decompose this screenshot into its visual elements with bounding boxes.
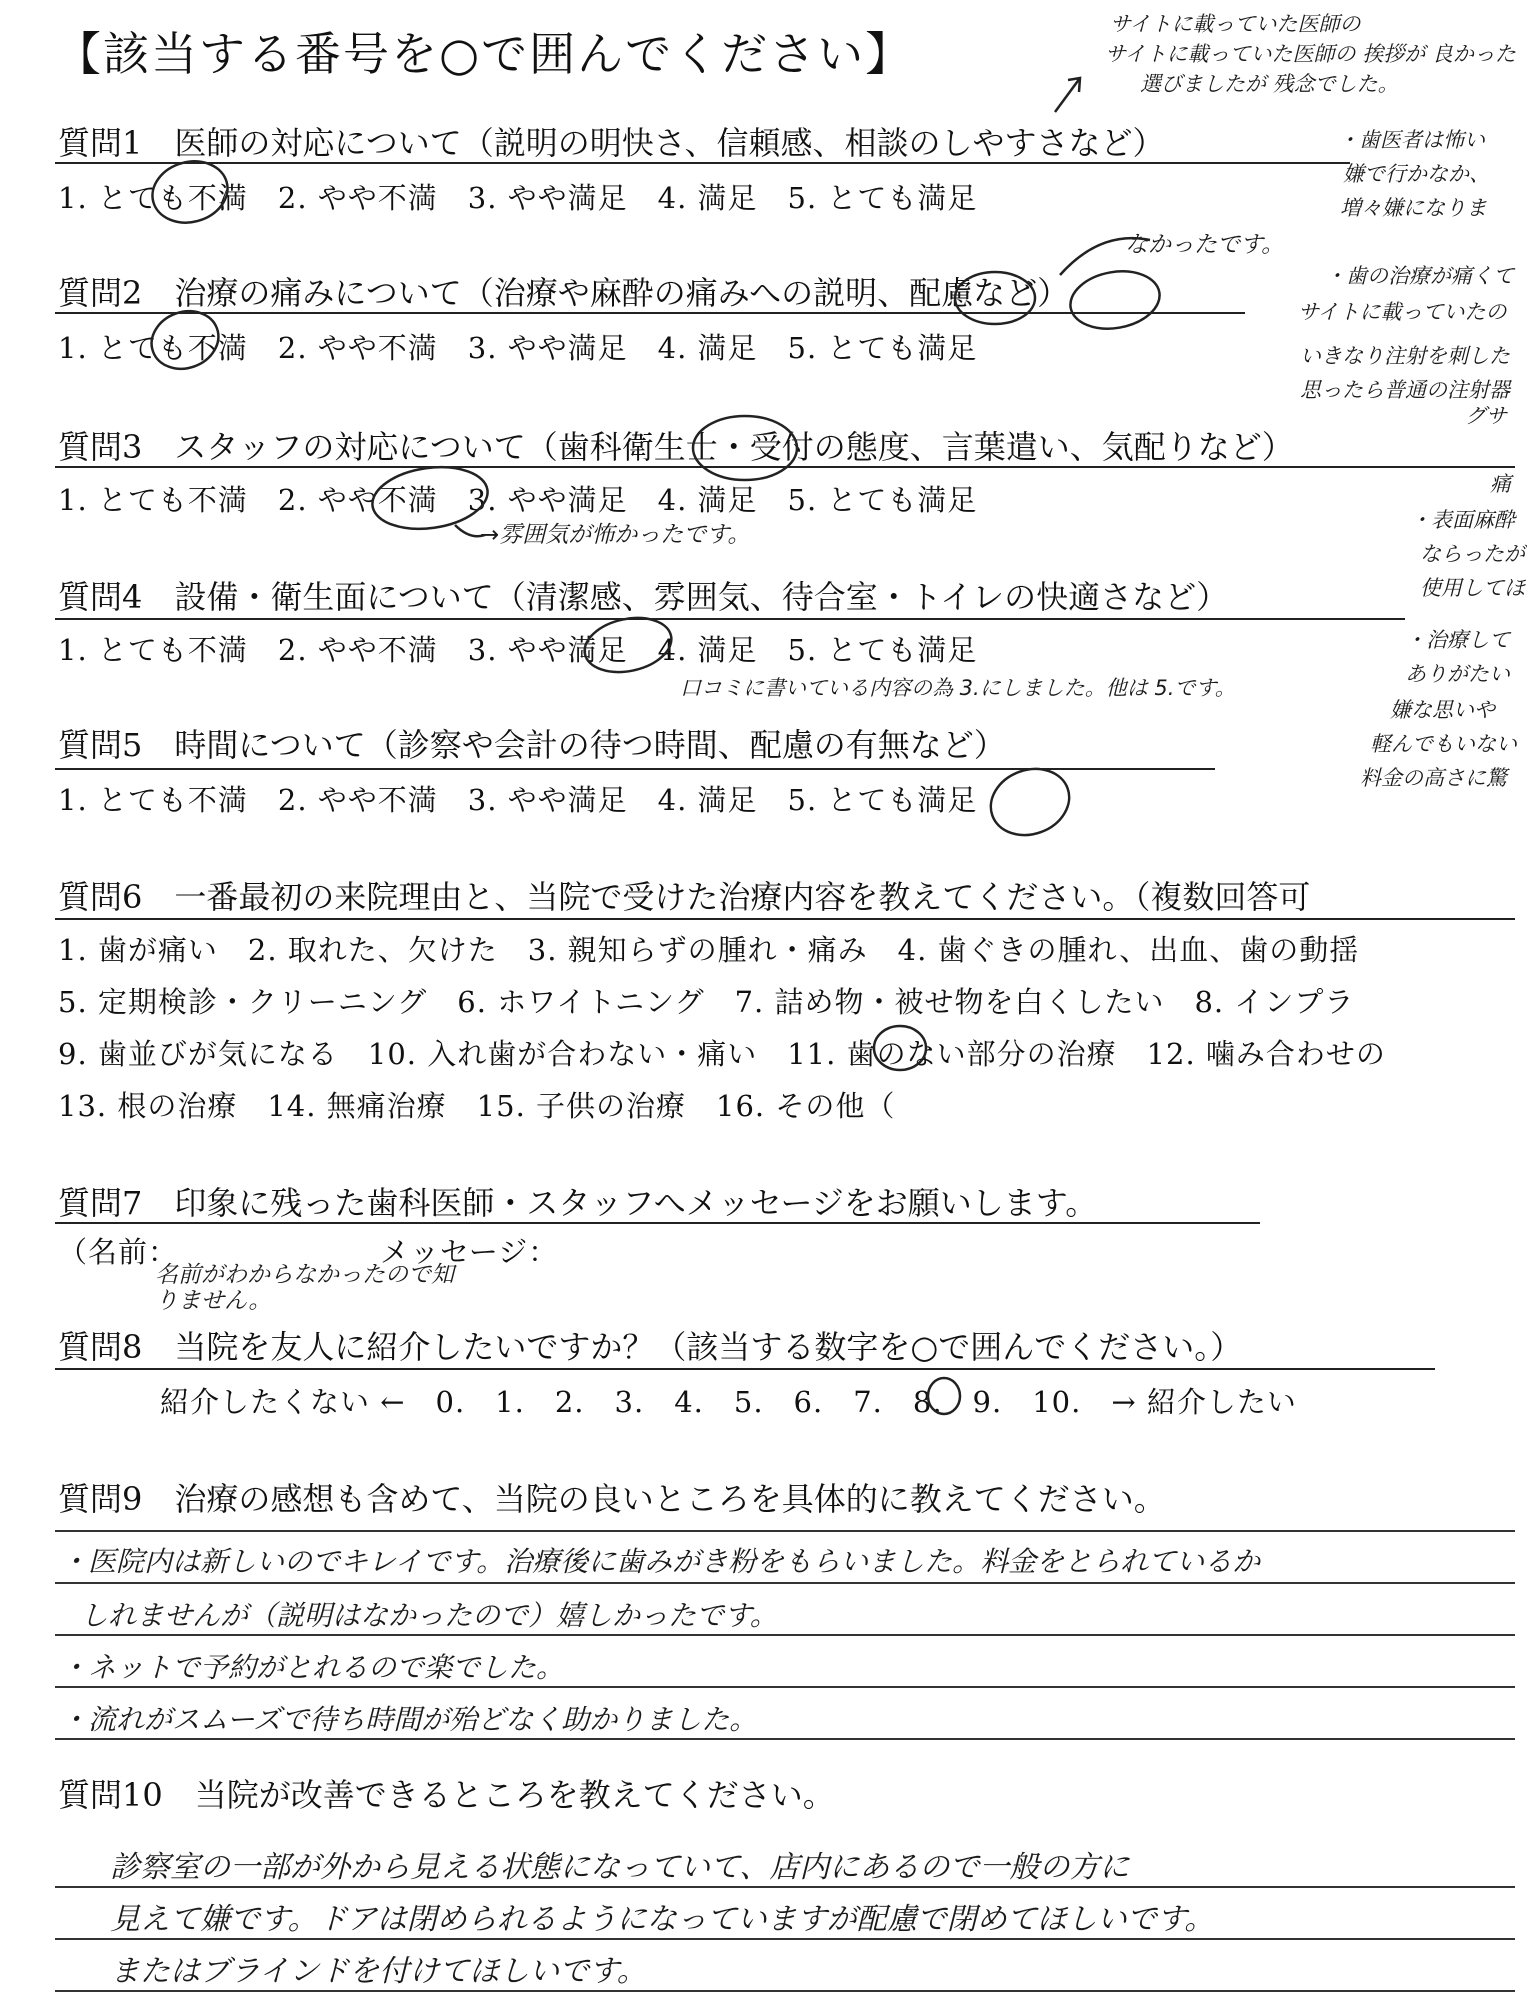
question-6-row-4: 13. 根の治療 14. 無痛治療 15. 子供の治療 16. その他（ <box>58 1089 896 1123</box>
q10-answer-line-2: 見えて嫌です。ドアは閉められるようになっていますが配慮で閉めてほしいです。 <box>110 1902 1215 1937</box>
question-2-options: 1. とても不満 2. やや不満 3. やや満足 4. 満足 5. とても満足 <box>58 331 978 365</box>
q9-rule-2 <box>55 1582 1515 1584</box>
top-note-3: 選びましたが 残念でした。 <box>1140 72 1399 96</box>
q9-answer-line-2: しれませんが（説明はなかったので）嬉しかったです。 <box>80 1599 778 1632</box>
question-6-row-1: 1. 歯が痛い 2. 取れた、欠けた 3. 親知らずの腫れ・痛み 4. 歯ぐきの腫れ、出血、歯の動揺 <box>58 933 1360 967</box>
side-note-16: 軽んでもいない <box>1370 732 1517 756</box>
q3-underline <box>55 466 1515 468</box>
question-9-label: 質問9 治療の感想も含めて、当院の良いところを具体的に教えてください。 <box>58 1480 1166 1518</box>
top-note-arrow <box>1055 78 1080 112</box>
q8-underline <box>55 1368 1435 1370</box>
side-note-10: ・表面麻酔 <box>1410 508 1515 532</box>
side-note-5: サイトに載っていたの <box>1298 300 1507 324</box>
top-note-1: サイトに載っていた医師の <box>1110 12 1361 36</box>
q4-underline <box>55 618 1405 620</box>
q2-handwritten-note: なかったです。 <box>1125 232 1285 258</box>
q4-handwritten-note: 口コミに書いている内容の為 3.にしました。他は 5.です。 <box>680 676 1236 700</box>
side-note-7: 思ったら普通の注射器 <box>1300 378 1510 402</box>
q7-handwritten-name: 名前がわからなかったので知りません。 <box>155 1262 454 1314</box>
side-note-11: ならったが <box>1420 542 1525 566</box>
side-note-9: 痛 <box>1490 472 1511 496</box>
q10-rule-1 <box>55 1886 1515 1888</box>
question-6-label: 質問6 一番最初の来院理由と、当院で受けた治療内容を教えてください。（複数回答可 <box>58 878 1311 916</box>
question-10-label: 質問10 当院が改善できるところを教えてください。 <box>58 1776 835 1814</box>
top-note-2: サイトに載っていた医師の 挨拶が 良かった <box>1105 42 1516 66</box>
q5-underline <box>55 768 1215 770</box>
question-1-options: 1. とても不満 2. やや不満 3. やや満足 4. 満足 5. とても満足 <box>58 181 978 215</box>
q10-answer-line-3: またはブラインドを付けてほしいです。 <box>110 1954 647 1989</box>
q1-underline <box>55 162 1350 164</box>
question-5-label: 質問5 時間について（診察や会計の待つ時間、配慮の有無など） <box>58 726 1006 764</box>
q10-answer-line-1: 診察室の一部が外から見える状態になっていて、店内にあるので一般の方に <box>110 1850 1130 1885</box>
q5-circle <box>981 758 1078 846</box>
question-6-row-3: 9. 歯並びが気になる 10. 入れ歯が合わない・痛い 11. 歯のない部分の治療 12. 噛み合わせの <box>58 1037 1386 1071</box>
question-2-label: 質問2 治療の痛みについて（治療や麻酔の痛みへの説明、配慮など） <box>58 274 1070 312</box>
q9-rule-1 <box>55 1530 1515 1532</box>
side-note-6: いきなり注射を刺した <box>1300 344 1510 368</box>
side-note-4: ・歯の治療が痛くて <box>1325 264 1514 288</box>
question-5-options: 1. とても不満 2. やや不満 3. やや満足 4. 満足 5. とても満足 <box>58 783 978 817</box>
q2-underline <box>55 312 1245 314</box>
side-note-1: ・歯医者は怖い <box>1338 128 1485 152</box>
q9-rule-3 <box>55 1634 1515 1636</box>
q9-rule-4 <box>55 1686 1515 1688</box>
side-note-14: ありがたい <box>1405 662 1510 686</box>
question-4-options: 1. とても不満 2. やや不満 3. やや満足 4. 満足 5. とても満足 <box>58 633 978 667</box>
side-note-3: 増々嫌になりま <box>1340 196 1487 220</box>
q7-name-label: （名前： <box>58 1235 179 1269</box>
question-8-label: 質問8 当院を友人に紹介したいですか？（該当する数字を○で囲んでください。） <box>58 1328 1243 1366</box>
question-1-label: 質問1 医師の対応について（説明の明快さ、信頼感、相談のしやすさなど） <box>58 124 1165 162</box>
question-4-label: 質問4 設備・衛生面について（清潔感、雰囲気、待合室・トイレの快適さなど） <box>58 578 1229 616</box>
q6-underline <box>55 918 1515 920</box>
side-note-15: 嫌な思いや <box>1390 698 1495 722</box>
page-title: 【該当する番号を○で囲んでください】 <box>55 27 914 81</box>
side-note-17: 料金の高さに驚 <box>1360 766 1507 790</box>
q9-answer-line-1: ・医院内は新しいのでキレイです。治療後に歯みがき粉をもらいました。料金をとられているか <box>60 1545 1261 1578</box>
q9-answer-line-4: ・流れがスムーズで待ち時間が殆どなく助かりました。 <box>60 1703 758 1736</box>
q7-message-label: メッセージ： <box>380 1235 559 1269</box>
q10-rule-2 <box>55 1938 1515 1940</box>
side-note-13: ・治療して <box>1405 628 1510 652</box>
q3-handwritten-note: →雰囲気が怖かったです。 <box>480 522 751 548</box>
side-note-2: 嫌で行かなか、 <box>1343 162 1490 186</box>
question-3-label: 質問3 スタッフの対応について（歯科衛生士・受付の態度、言葉遣い、気配りなど） <box>58 428 1294 466</box>
q9-rule-5 <box>55 1738 1515 1740</box>
question-3-options: 1. とても不満 2. やや不満 3. やや満足 4. 満足 5. とても満足 <box>58 483 978 517</box>
question-7-label: 質問7 印象に残った歯科医師・スタッフへメッセージをお願いします。 <box>58 1184 1098 1222</box>
question-6-row-2: 5. 定期検診・クリーニング 6. ホワイトニング 7. 詰め物・被せ物を白くしたい 8. インプラ <box>58 985 1355 1019</box>
side-note-8: グサ <box>1465 404 1507 428</box>
q7-underline <box>55 1222 1260 1224</box>
question-8-scale: 紹介したくない ← 0. 1. 2. 3. 4. 5. 6. 7. 8. 9. 10. → 紹介したい <box>160 1385 1297 1419</box>
q9-answer-line-3: ・ネットで予約がとれるので楽でした。 <box>60 1651 565 1684</box>
q2-hairyo-circle <box>1066 265 1164 336</box>
q10-rule-3 <box>55 1990 1515 1992</box>
side-note-12: 使用してほ <box>1420 576 1525 600</box>
